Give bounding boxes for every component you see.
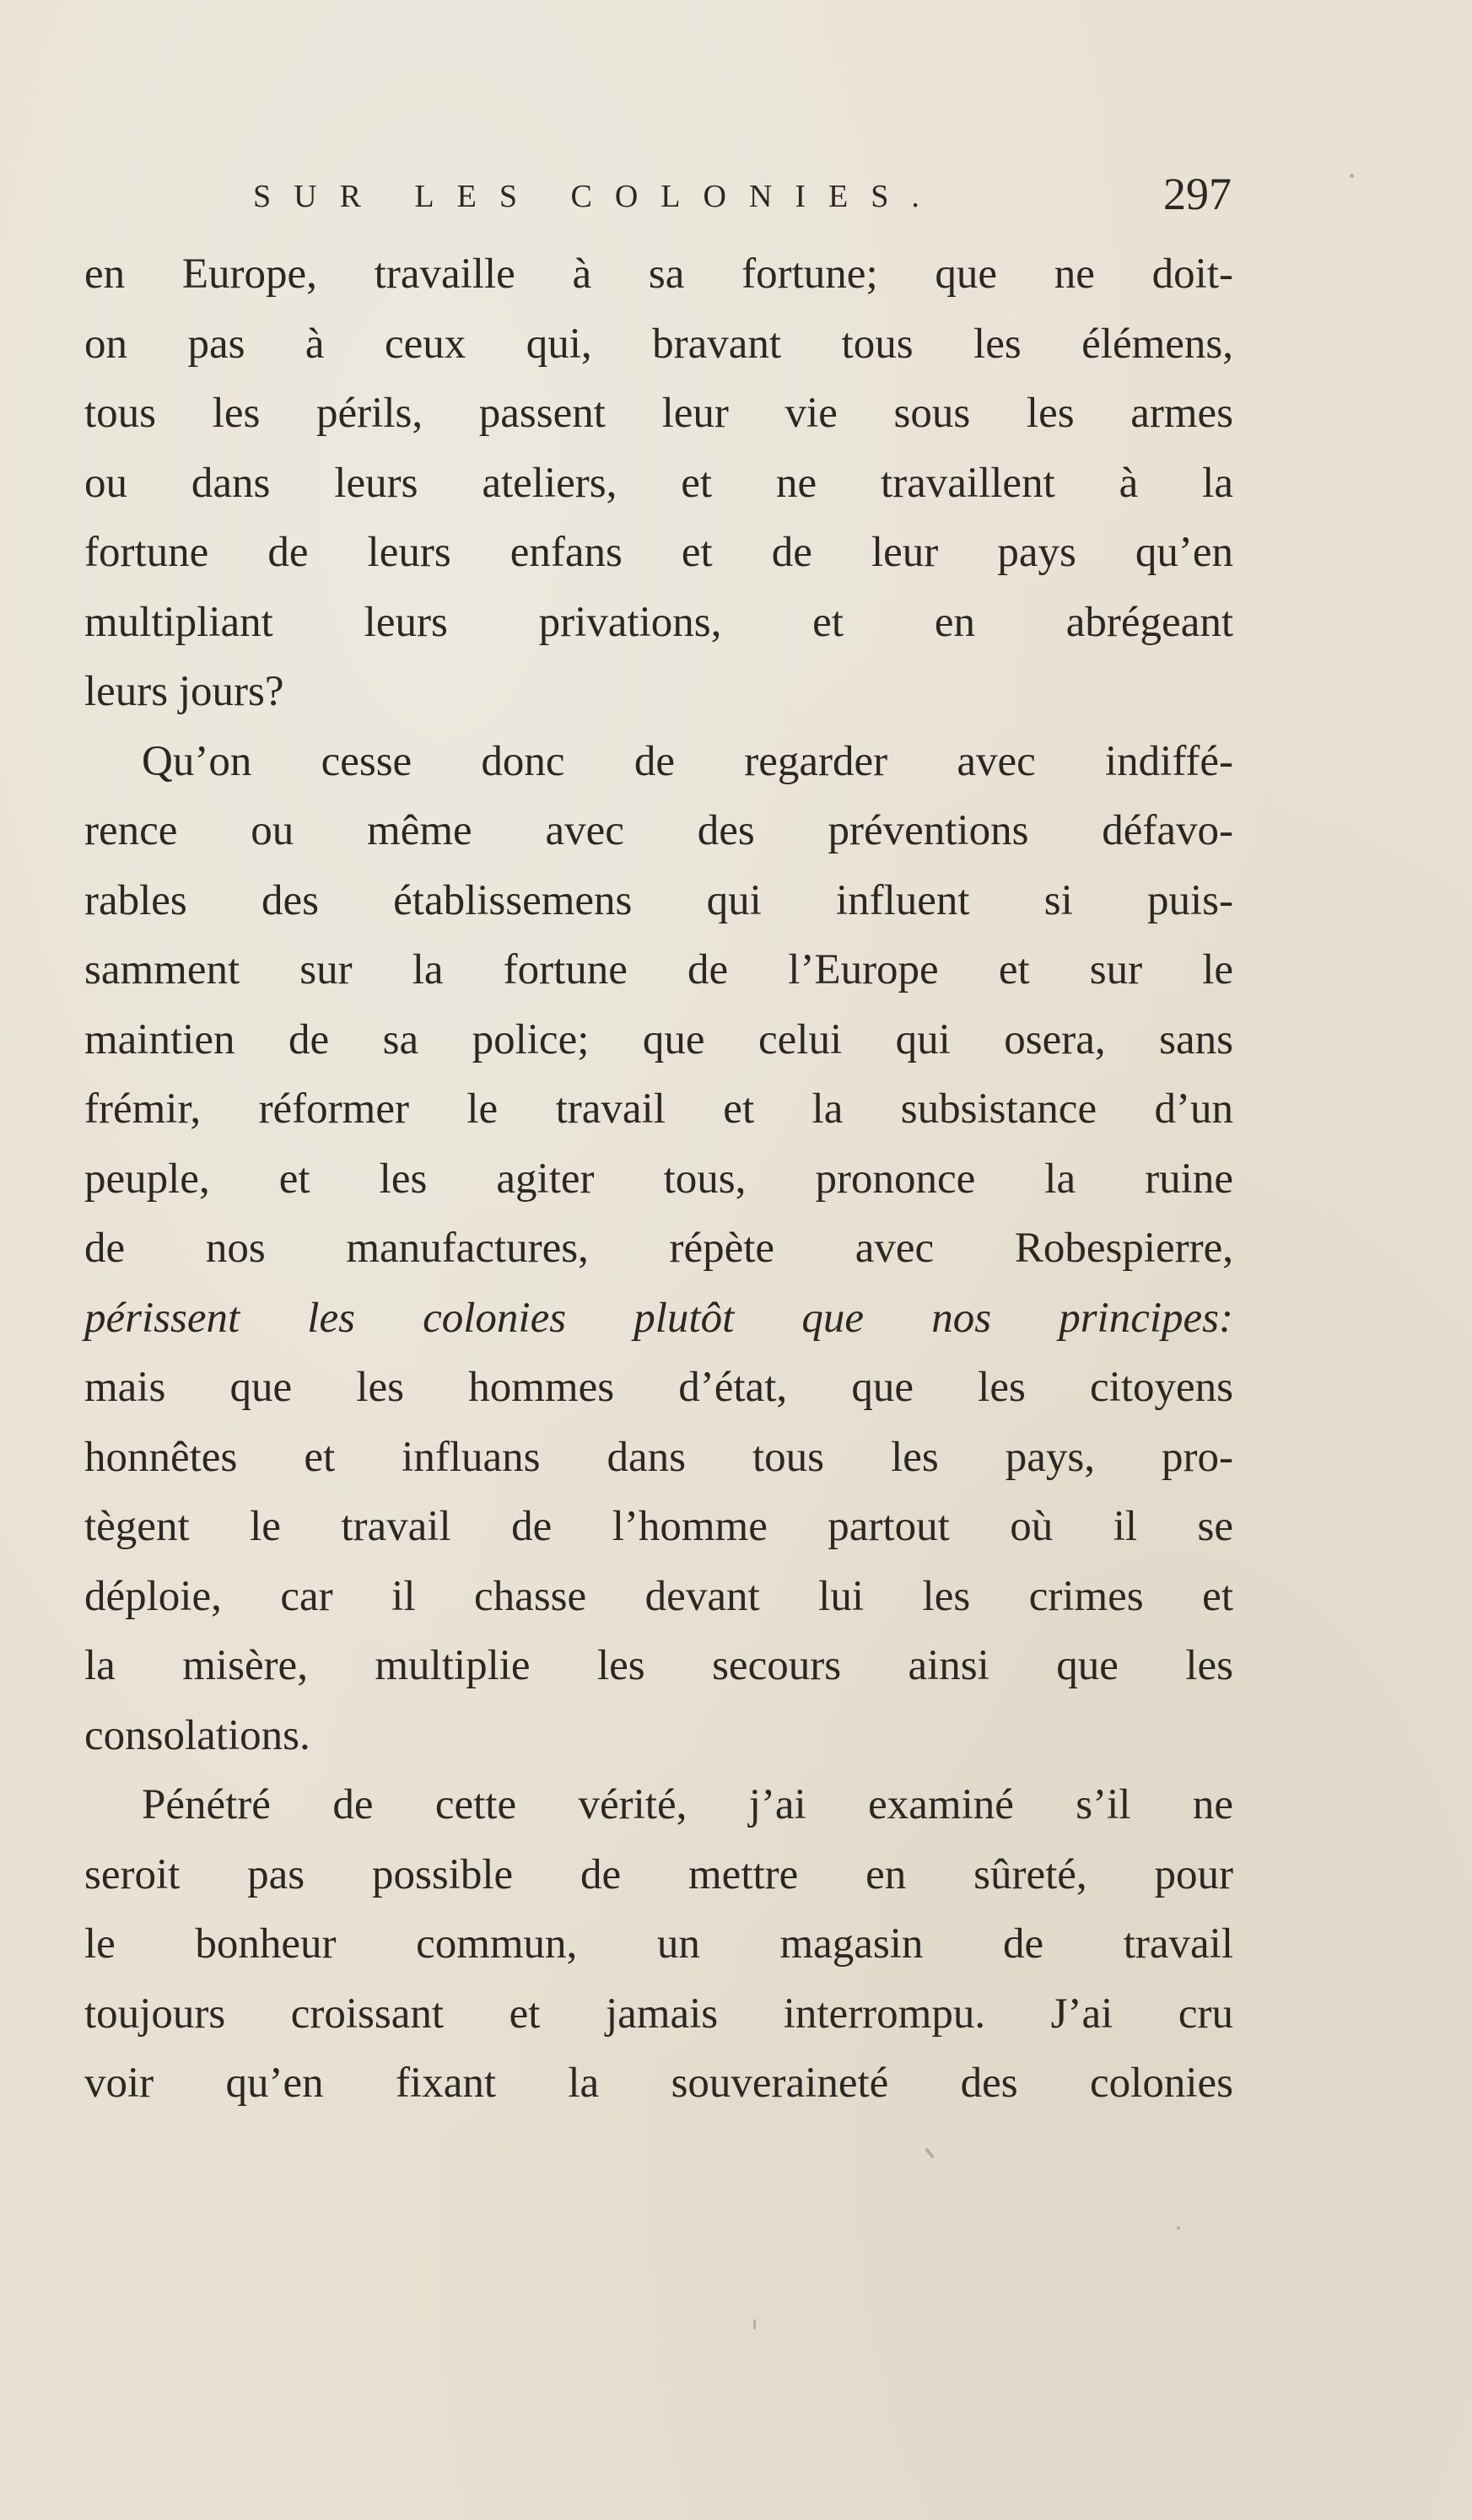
text-line: Qu’on cesse donc de regarder avec indiffé- — [142, 737, 1233, 785]
body-text — [84, 240, 1233, 2119]
text-line: en Europe, travaille à sa fortune; que ne doit- — [84, 250, 1233, 298]
text-line: fortune de leurs enfans et de leur pays qu’en — [84, 529, 1233, 576]
text-line: rence ou même avec des préventions défavo- — [84, 807, 1233, 854]
text-line: honnêtes et influans dans tous les pays, pro- — [84, 1433, 1233, 1481]
text-line: tègent le travail de l’homme partout où il se — [84, 1503, 1233, 1550]
text-line: déploie, car il chasse devant lui les crimes et — [84, 1572, 1233, 1620]
text-line: samment sur la fortune de l’Europe et sur le — [84, 946, 1233, 993]
text-line: la misère, multiplie les secours ainsi que les — [84, 1642, 1233, 1689]
text-line: ou dans leurs ateliers, et ne travaillent à la — [84, 459, 1233, 507]
text-line: tous les périls, passent leur vie sous les armes — [84, 390, 1233, 437]
text-line: voir qu’en fixant la souveraineté des colonies — [84, 2060, 1233, 2107]
text-line: multipliant leurs privations, et en abrégeant — [84, 598, 1233, 646]
running-title: SUR LES COLONIES. — [253, 179, 942, 214]
text-line: leurs jours? — [84, 668, 284, 715]
text-line: frémir, réformer le travail et la subsistance d’un — [84, 1085, 1233, 1133]
running-head — [253, 169, 1232, 228]
paper-speck — [1350, 174, 1354, 178]
text-line: toujours croissant et jamais interrompu. J’ai cru — [84, 1990, 1233, 2038]
text-line: le bonheur commun, un magasin de travail — [84, 1920, 1233, 1968]
text-line: rables des établissemens qui influent si puis- — [84, 876, 1233, 924]
paper-speck — [1177, 2227, 1180, 2230]
page-number: 297 — [1163, 169, 1232, 219]
italic-quote-line: périssent les colonies plutôt que nos principes: — [84, 1294, 1233, 1342]
paper-speck — [753, 2319, 756, 2329]
text-line: on pas à ceux qui, bravant tous les élémens, — [84, 320, 1233, 368]
text-line: de nos manufactures, répète avec Robespierre, — [84, 1225, 1233, 1272]
text-line: Pénétré de cette vérité, j’ai examiné s’il ne — [142, 1781, 1233, 1828]
text-line: seroit pas possible de mettre en sûreté, pour — [84, 1850, 1233, 1898]
text-line: consolations. — [84, 1711, 310, 1759]
text-line: mais que les hommes d’état, que les citoyens — [84, 1364, 1233, 1411]
text-line: maintien de sa police; que celui qui osera, sans — [84, 1015, 1233, 1063]
paper-speck — [925, 2147, 935, 2158]
text-line: peuple, et les agiter tous, prononce la ruine — [84, 1155, 1233, 1203]
